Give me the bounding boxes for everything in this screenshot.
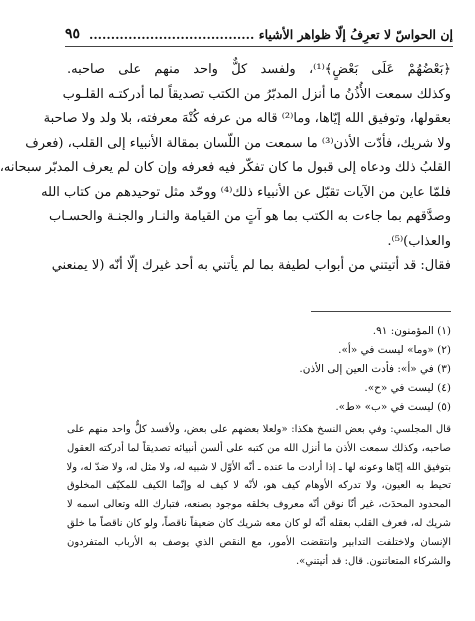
text-line: فقال: قد أتيتني من أبواب لطيفة بما لم يأتني به أحد غيرك إلّا أنّه (لا يمنعني: [51, 258, 451, 273]
commentary-line: صاحبه، وكذلك سمعت الأذن ما أنزل الله من كتبه على ألسن أنبيائه تصديقاً لما أدركته العقول: [67, 442, 451, 454]
footnote: (٣) في «أ»: فأدت العين إلى الأذن.: [299, 363, 451, 375]
text-line: ﴿بَعْضُهُمْ عَلَى بَعْضٍ﴾⁽¹⁾، ولفسد كلٌّ واحد منهم على صاحبه.: [67, 62, 451, 77]
text-line: بعقولها، وتوفيق الله إيّاها، وما⁽²⁾ قاله من عرفه كُنْهَ معرفته، بلا ولد ولا صاحبة: [43, 111, 451, 126]
commentary-line: قال المجلسي: وفي بعض النسخ هكذا: «ولعلا بعضهم على بعض، ولأفسد كلٌّ واحد منهم على: [67, 424, 451, 435]
footnote: (٤) ليست في «ح».: [364, 382, 451, 394]
text-line: وكذلك سمعت الأُذُنُ ما أنزل المدبّرُ من الكتب تصديقاً لما أدركتـه القلـوب: [62, 86, 451, 102]
commentary-line: بتوفيق الله إيّاها وعونه لها ـ إذا أرادت ما عنده ـ أنّه الأوّل لا شبيه له، ولا مثل له، ولا ضدّ له، ولا: [66, 461, 451, 473]
footnote: (٥) ليست في «ب» «ط».: [335, 401, 451, 413]
footnote-separator: [311, 311, 451, 312]
footnote: (٢) «وما» ليست في «أ».: [338, 344, 451, 356]
commentary-line: المحدود المحدَث، غير أنّا نوقن أنّه معروف بخلقه موجود بصنعه، فتبارك الله وتعالى اسمه لا: [67, 499, 451, 511]
text-line: وصدَّقهم بما جاءت به الكتب بما هو آتٍ من القيامة والنـار والجنـة والحسـاب: [48, 209, 451, 224]
main-text: [0, 58, 451, 279]
footnotes: [67, 322, 451, 571]
running-title: إن الحواسّ لا تعرِفُ إلّا ظواهر الأشياء ......................................: [88, 26, 453, 42]
text-line: والعذاب)⁽⁵⁾.: [387, 233, 451, 249]
text-line: ولا شريك، فأدّت الأذن⁽³⁾ ما سمعت من اللّسان بمقالة الأنبياء إلى القلب، (فعرف: [25, 135, 451, 151]
commentary-line: تحيط به العيون، ولا تدركه الأوهام كيف هو، لأنّه لا كيف له وإنّما الكيف للمكيّف المخلوق: [67, 480, 451, 492]
running-header: [65, 24, 453, 44]
header-rule: [65, 46, 453, 47]
page-number: ٩٥: [65, 26, 81, 42]
commentary-line: شريك له، فعرف القلب بعقله أنّه لو كان معه شريك كان ضعيفاً ناقصاً، ولو كان ناقصاً ما خلق: [67, 517, 451, 529]
footnote: (١) المؤمنون: ٩١.: [372, 325, 451, 337]
text-line: القلبُ ذلك ودعاه إلى قبول ما كان تفكّر فيه فعرفه وإن كان لم يعرف المدبّر سبحانه،: [0, 160, 451, 175]
commentary-line: الإنسان ولاختلفت التدابير وانتقضت الأمور، مع النقص الذي يوصف به الأرباب المتفردون: [67, 536, 451, 548]
text-line: فلمّا عاين من الآيات تقبّل عن الأنبياء ذلك⁽⁴⁾ ووحّد مثل توحيدهم من كتاب الله: [41, 184, 451, 200]
commentary-line: والشركاء المتعاتنون. قال: قد أتيتني».: [295, 555, 451, 567]
commentary-note: [67, 421, 451, 571]
